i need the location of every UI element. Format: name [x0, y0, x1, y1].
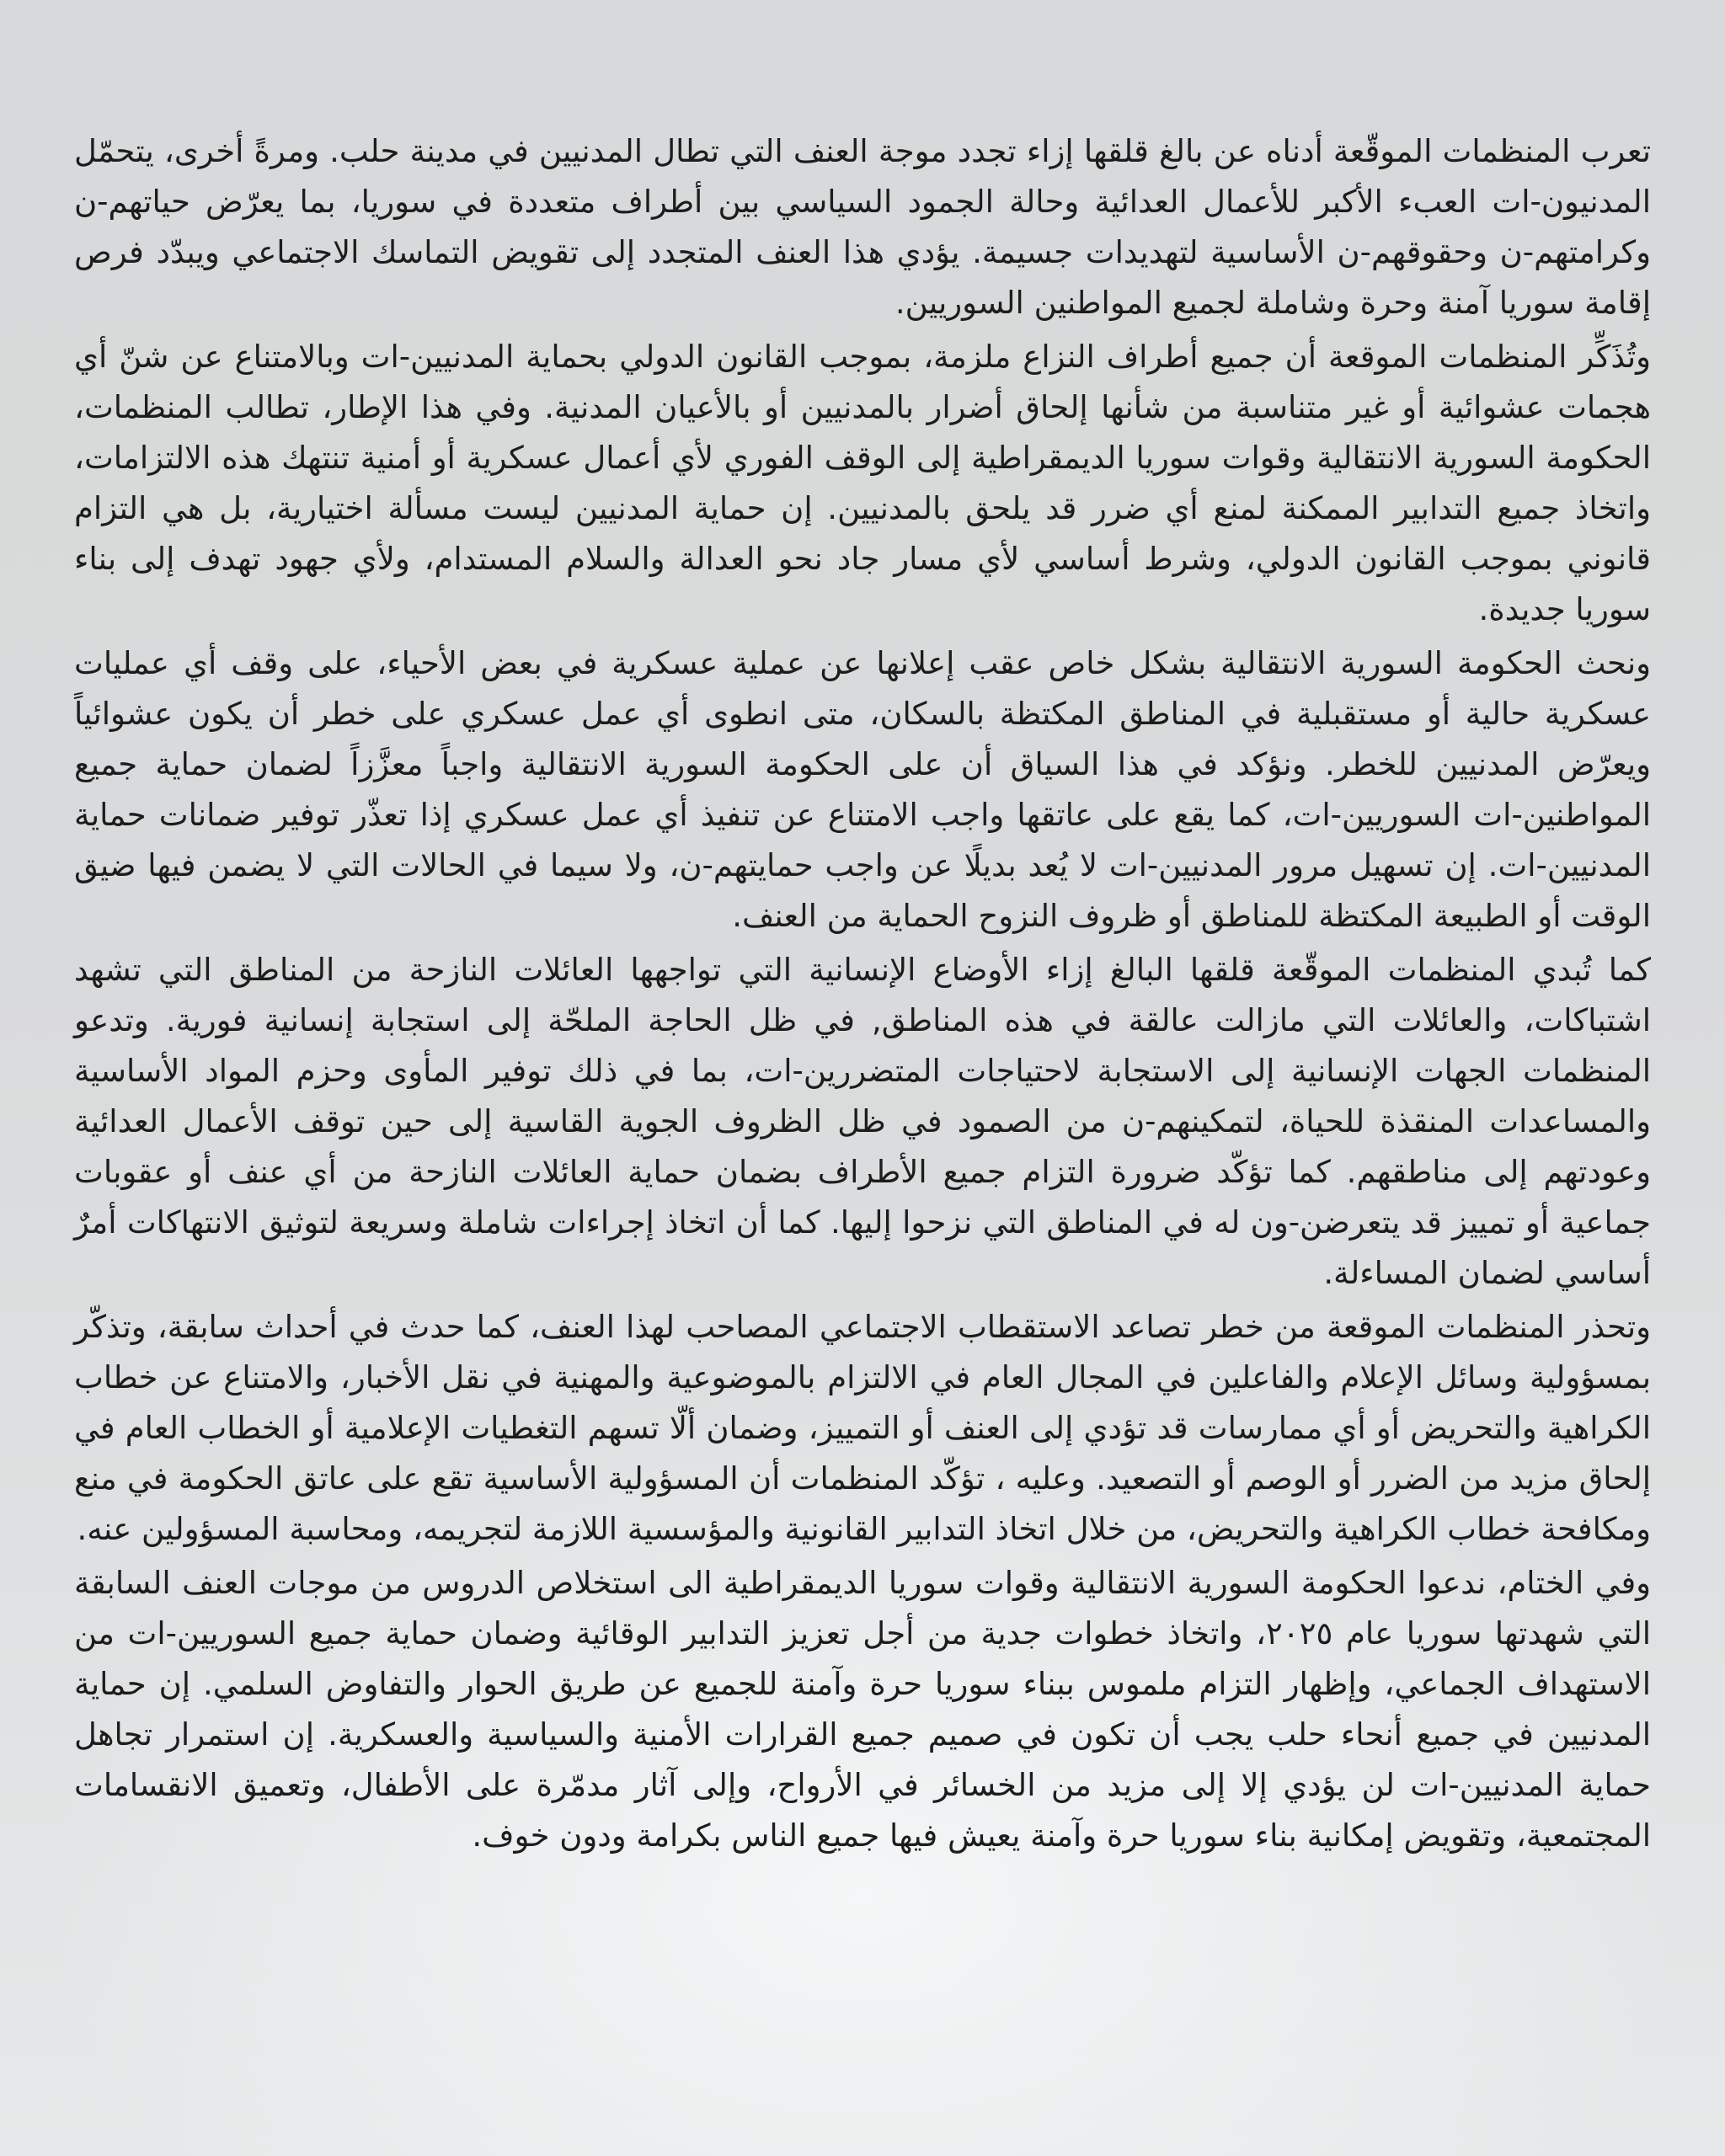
statement-paragraph-4: كما تُبدي المنظمات الموقّعة قلقها البالغ إزاء الأوضاع الإنسانية التي تواجهها العائلات النازحة من المناطق التي تشهد اشتباكات، والعائلات التي مازالت عالقة في هذه المناطق, في ظل الحاجة الملحّة إلى استجابة إنسانية فورية. وتدعو المنظمات الجهات الإنسانية إلى الاستجابة لاحتياجات المتضررين-ات، بما في ذلك توفير المأوى وحزم المواد الأساسية والمساعدات المنقذة للحياة، لتمكينهم-ن من الصمود في ظل الظروف الجوية القاسية إلى حين توقف الأعمال العدائية وعودتهم إلى مناطقهم. كما تؤكّد ضرورة التزام جميع الأطراف بضمان حماية العائلات النازحة من أي عنف أو عقوبات جماعية أو تمييز قد يتعرضن-ون له في المناطق التي نزحوا إليها. كما أن اتخاذ إجراءات شاملة وسريعة لتوثيق الانتهاكات أمرٌ أساسي لضمان المساءلة.	[74, 952, 1651, 1291]
statement-paragraph-6: وفي الختام، ندعوا الحكومة السورية الانتقالية وقوات سوريا الديمقراطية الى استخلاص الدروس من موجات العنف السابقة التي شهدتها سوريا عام ٢٠٢٥، واتخاذ خطوات جدية من أجل تعزيز التدابير الوقائية وضمان حماية جميع السوريين-ات من الاستهداف الجماعي، وإظهار التزام ملموس ببناء سوريا حرة وآمنة للجميع عن طريق الحوار والتفاوض السلمي. إن حماية المدنيين في جميع أنحاء حلب يجب أن تكون في صميم جميع القرارات الأمنية والسياسية والعسكرية. إن استمرار تجاهل حماية المدنيين-ات لن يؤدي إلا إلى مزيد من الخسائر في الأرواح، وإلى آثار مدمّرة على الأطفال، وتعميق الانقسامات المجتمعية، وتقويض إمكانية بناء سوريا حرة وآمنة يعيش فيها جميع الناس بكرامة ودون خوف.	[74, 1565, 1651, 1854]
statement-paragraph-5: وتحذر المنظمات الموقعة من خطر تصاعد الاستقطاب الاجتماعي المصاحب لهذا العنف، كما حدث في أحداث سابقة، وتذكّر بمسؤولية وسائل الإعلام والفاعلين في المجال العام في الالتزام بالموضوعية والمهنية في نقل الأخبار، والامتناع عن خطاب الكراهية والتحريض أو أي ممارسات قد تؤدي إلى العنف أو التمييز، وضمان ألّا تسهم التغطيات الإعلامية أو الخطاب العام في إلحاق مزيد من الضرر أو الوصم أو التصعيد. وعليه ، تؤكّد المنظمات أن المسؤولية الأساسية تقع على عاتق الحكومة في منع ومكافحة خطاب الكراهية والتحريض، من خلال اتخاذ التدابير القانونية والمؤسسية اللازمة لتجريمه، ومحاسبة المسؤولين عنه.	[74, 1309, 1651, 1547]
statement-paragraph-2: وتُذَكِّر المنظمات الموقعة أن جميع أطراف النزاع ملزمة، بموجب القانون الدولي بحماية المدنيين-ات وبالامتناع عن شنّ أي هجمات عشوائية أو غير متناسبة من شأنها إلحاق أضرار بالمدنيين أو بالأعيان المدنية. وفي هذا الإطار، تطالب المنظمات، الحكومة السورية الانتقالية وقوات سوريا الديمقراطية إلى الوقف الفوري لأي أعمال عسكرية أو أمنية تنتهك هذه الالتزامات، واتخاذ جميع التدابير الممكنة لمنع أي ضرر قد يلحق بالمدنيين. إن حماية المدنيين ليست مسألة اختيارية، بل هي التزام قانوني بموجب القانون الدولي، وشرط أساسي لأي مسار جاد نحو العدالة والسلام المستدام، ولأي جهود تهدف إلى بناء سوريا جديدة.	[74, 339, 1651, 627]
statement-paragraph-3: ونحث الحكومة السورية الانتقالية بشكل خاص عقب إعلانها عن عملية عسكرية في بعض الأحياء، على وقف أي عمليات عسكرية حالية أو مستقبلية في المناطق المكتظة بالسكان، متى انطوى أي عمل عسكري على خطر أن يكون عشوائياً ويعرّض المدنيين للخطر. ونؤكد في هذا السياق أن على الحكومة السورية الانتقالية واجباً معزَّزاً لضمان حماية جميع المواطنين-ات السوريين-ات، كما يقع على عاتقها واجب الامتناع عن تنفيذ أي عمل عسكري إذا تعذّر توفير ضمانات حماية المدنيين-ات. إن تسهيل مرور المدنيين-ات لا يُعد بديلًا عن واجب حمايتهم-ن، ولا سيما في الحالات التي لا يضمن فيها ضيق الوقت أو الطبيعة المكتظة للمناطق أو ظروف النزوح الحماية من العنف.	[74, 645, 1651, 934]
statement-paragraph-1: تعرب المنظمات الموقّعة أدناه عن بالغ قلقها إزاء تجدد موجة العنف التي تطال المدنيين في مدينة حلب. ومرةً أخرى، يتحمّل المدنيون-ات العبء الأكبر للأعمال العدائية وحالة الجمود السياسي بين أطراف متعددة في سوريا، بما يعرّض حياتهم-ن وكرامتهم-ن وحقوقهم-ن الأساسية لتهديدات جسيمة. يؤدي هذا العنف المتجدد إلى تقويض التماسك الاجتماعي ويبدّد فرص إقامة سوريا آمنة وحرة وشاملة لجميع المواطنين السوريين.	[74, 133, 1651, 321]
